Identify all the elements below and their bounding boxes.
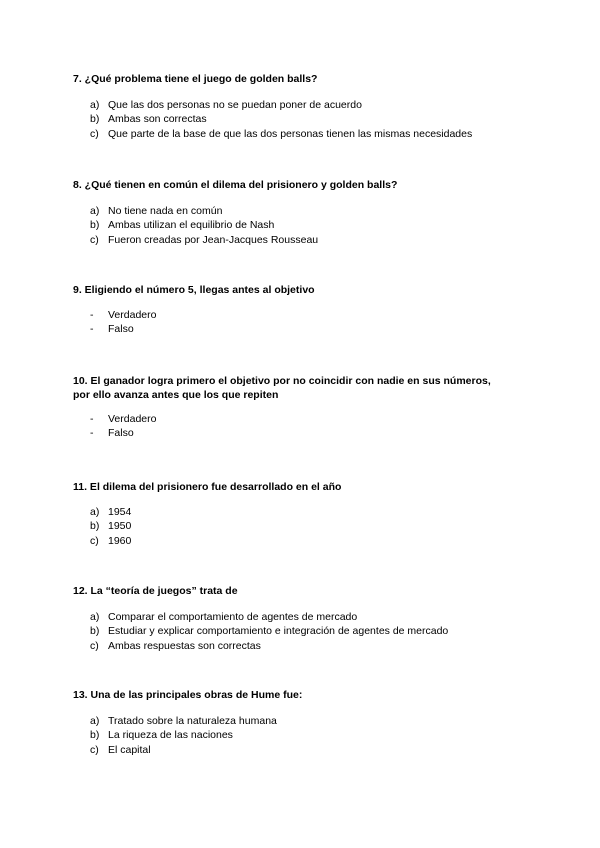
option-marker: b) <box>90 219 100 232</box>
question-title: 7. ¿Qué problema tiene el juego de golden balls? <box>73 73 318 85</box>
option-text: Falso <box>108 427 134 440</box>
option-marker: a) <box>90 506 100 518</box>
question-title: 11. El dilema del prisionero fue desarrollado en el año <box>73 481 342 493</box>
option-c <box>73 233 533 247</box>
option-b <box>73 728 533 742</box>
option-a <box>73 98 533 112</box>
option-marker: c) <box>90 743 99 756</box>
option-text: Que las dos personas no se puedan poner de acuerdo <box>108 99 362 111</box>
option-text: Tratado sobre la naturaleza humana <box>108 715 277 727</box>
option-text: 1954 <box>108 506 132 518</box>
option-text: Ambas utilizan el equilibrio de Nash <box>108 219 275 232</box>
option-false <box>73 426 533 440</box>
option-text: Fueron creadas por Jean-Jacques Rousseau <box>108 233 319 246</box>
question-title: 10. El ganador logra primero el objetivo por no coincidir con nadie en sus números, <box>73 375 491 387</box>
option-text: La riqueza de las naciones <box>108 729 233 742</box>
question-12 <box>73 584 533 653</box>
option-list <box>73 98 533 141</box>
option-list <box>73 714 533 757</box>
option-text: El capital <box>108 743 151 756</box>
option-b <box>73 519 533 533</box>
question-title: 9. Eligiendo el número 5, llegas antes al objetivo <box>73 284 315 296</box>
option-text: Comparar el comportamiento de agentes de mercado <box>108 611 358 623</box>
question-10 <box>73 374 533 441</box>
option-text: No tiene nada en común <box>108 205 223 217</box>
option-list <box>73 610 533 653</box>
option-marker: a) <box>90 715 100 727</box>
option-marker: a) <box>90 205 100 217</box>
option-marker: - <box>90 309 94 321</box>
option-text: Que parte de la base de que las dos personas tienen las mismas necesidades <box>108 127 473 140</box>
option-text: Ambas son correctas <box>108 113 207 126</box>
option-text: Falso <box>108 323 134 336</box>
option-text: Verdadero <box>108 309 157 321</box>
option-list <box>73 412 533 441</box>
option-text: 1960 <box>108 534 132 547</box>
option-false <box>73 322 533 336</box>
option-text: 1950 <box>108 520 132 533</box>
option-list <box>73 204 533 247</box>
option-text: Ambas respuestas son correctas <box>108 639 261 652</box>
option-marker: - <box>90 413 94 425</box>
question-9 <box>73 283 533 337</box>
option-marker: b) <box>90 113 100 126</box>
option-a <box>73 714 533 728</box>
option-marker: - <box>90 427 94 440</box>
option-b <box>73 112 533 126</box>
option-c <box>73 743 533 757</box>
option-b <box>73 218 533 232</box>
option-a <box>73 204 533 218</box>
question-title: 12. La “teoría de juegos” trata de <box>73 585 238 597</box>
option-c <box>73 639 533 653</box>
question-11 <box>73 480 533 548</box>
option-true <box>73 412 533 426</box>
option-text: Estudiar y explicar comportamiento e integración de agentes de mercado <box>108 625 449 638</box>
option-text: Verdadero <box>108 413 157 425</box>
option-marker: a) <box>90 611 100 623</box>
option-marker: c) <box>90 233 99 246</box>
option-list <box>73 308 533 337</box>
option-marker: c) <box>90 639 99 652</box>
option-a <box>73 610 533 624</box>
option-marker: b) <box>90 625 100 638</box>
option-c <box>73 127 533 141</box>
question-8 <box>73 178 533 247</box>
option-marker: c) <box>90 127 99 140</box>
option-c <box>73 534 533 548</box>
option-b <box>73 624 533 638</box>
option-marker: b) <box>90 520 100 533</box>
option-marker: c) <box>90 534 99 547</box>
option-a <box>73 505 533 519</box>
question-7 <box>73 72 533 141</box>
option-true <box>73 308 533 322</box>
question-title: 13. Una de las principales obras de Hume fue: <box>73 689 303 701</box>
option-marker: - <box>90 323 94 336</box>
option-marker: b) <box>90 729 100 742</box>
question-title-line-2: por ello avanza antes que los que repiten <box>73 389 279 401</box>
option-marker: a) <box>90 99 100 111</box>
question-title: 8. ¿Qué tienen en común el dilema del prisionero y golden balls? <box>73 179 398 191</box>
option-list <box>73 505 533 548</box>
question-13 <box>73 688 533 757</box>
